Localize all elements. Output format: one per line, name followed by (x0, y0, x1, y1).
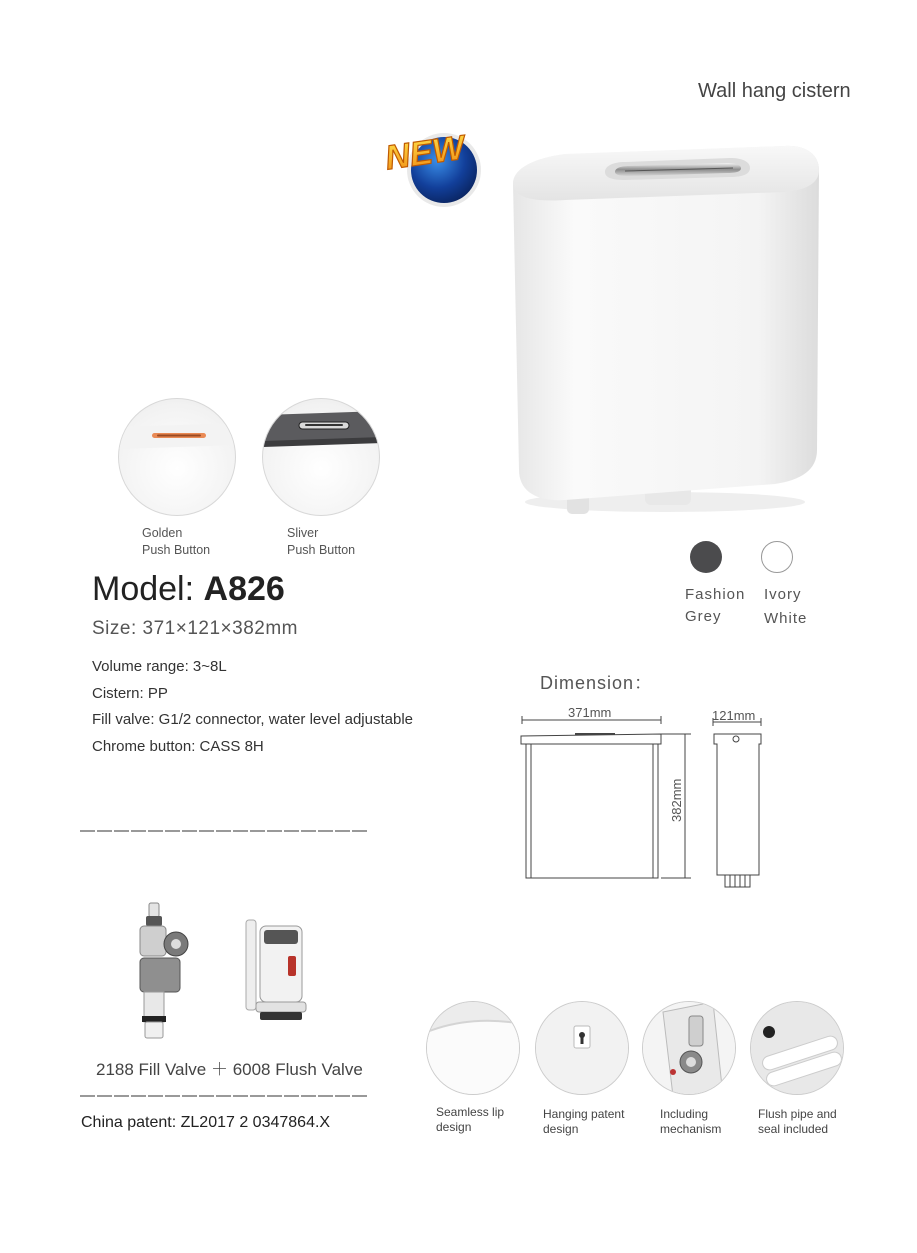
spec-item: Chrome button: CASS 8H (92, 737, 264, 755)
spec-list (92, 654, 413, 760)
fill-valve-icon (140, 903, 188, 1038)
height-dimension: 382mm (669, 778, 684, 822)
cistern-image (505, 140, 827, 520)
feature-caption-mechanism: Including mechanism (660, 1107, 722, 1136)
patent-text: China patent: ZL2017 2 0347864.X (81, 1114, 331, 1131)
dimension-title: Dimension： (540, 673, 654, 693)
golden-button-caption: Golden Push Button (142, 526, 211, 557)
hanging-slot-icon (536, 1002, 629, 1095)
divider-dashes: ————————————————— (80, 1087, 369, 1104)
model-number: A826 (203, 570, 285, 608)
silver-push-button-icon (263, 399, 380, 516)
ivory-white-swatch (761, 541, 793, 573)
valve-image (128, 898, 318, 1046)
spec-item: Cistern: PP (92, 684, 168, 702)
spec-item: Volume range: 3~8L (92, 658, 227, 675)
size-value: 371×121×382mm (142, 618, 298, 639)
feature-hanging-patent-image (535, 1001, 629, 1095)
width-dimension: 371mm (568, 705, 612, 720)
dimension-drawing (515, 700, 785, 895)
feature-seamless-lip-image (426, 1001, 520, 1095)
page-title: Wall hang cistern (698, 80, 851, 102)
ivory-white-label: Ivory White (764, 586, 808, 627)
silver-button-thumbnail (262, 398, 380, 516)
flush-pipe-icon (751, 1002, 844, 1095)
feature-caption-hanging: Hanging patent design (543, 1107, 625, 1136)
depth-dimension: 121mm (712, 708, 756, 723)
fashion-grey-swatch (690, 541, 722, 573)
model-label: Model: (92, 570, 195, 608)
fashion-grey-label: Fashion Grey (685, 586, 746, 625)
feature-mechanism-image (642, 1001, 736, 1095)
golden-button-thumbnail (118, 398, 236, 516)
golden-push-button-icon (119, 399, 236, 516)
size-label: Size: (92, 618, 137, 639)
flush-valve-icon (246, 920, 306, 1020)
feature-caption-flush-pipe: Flush pipe and seal included (758, 1107, 837, 1136)
new-badge-icon (378, 118, 496, 208)
divider-dashes: ————————————————— (80, 822, 369, 839)
mechanism-icon (643, 1002, 736, 1095)
model-heading (92, 570, 285, 609)
seamless-lip-icon (427, 1002, 520, 1095)
size-line (92, 618, 298, 640)
badge-text: NEW (382, 128, 467, 178)
valve-caption: 2188 Fill Valve ＋ 6008 Flush Valve (96, 1060, 363, 1079)
spec-item: Fill valve: G1/2 connector, water level adjustable (92, 711, 413, 728)
feature-caption-seamless: Seamless lip design (436, 1105, 505, 1134)
feature-flush-pipe-image (750, 1001, 844, 1095)
silver-button-caption: Sliver Push Button (287, 526, 356, 557)
